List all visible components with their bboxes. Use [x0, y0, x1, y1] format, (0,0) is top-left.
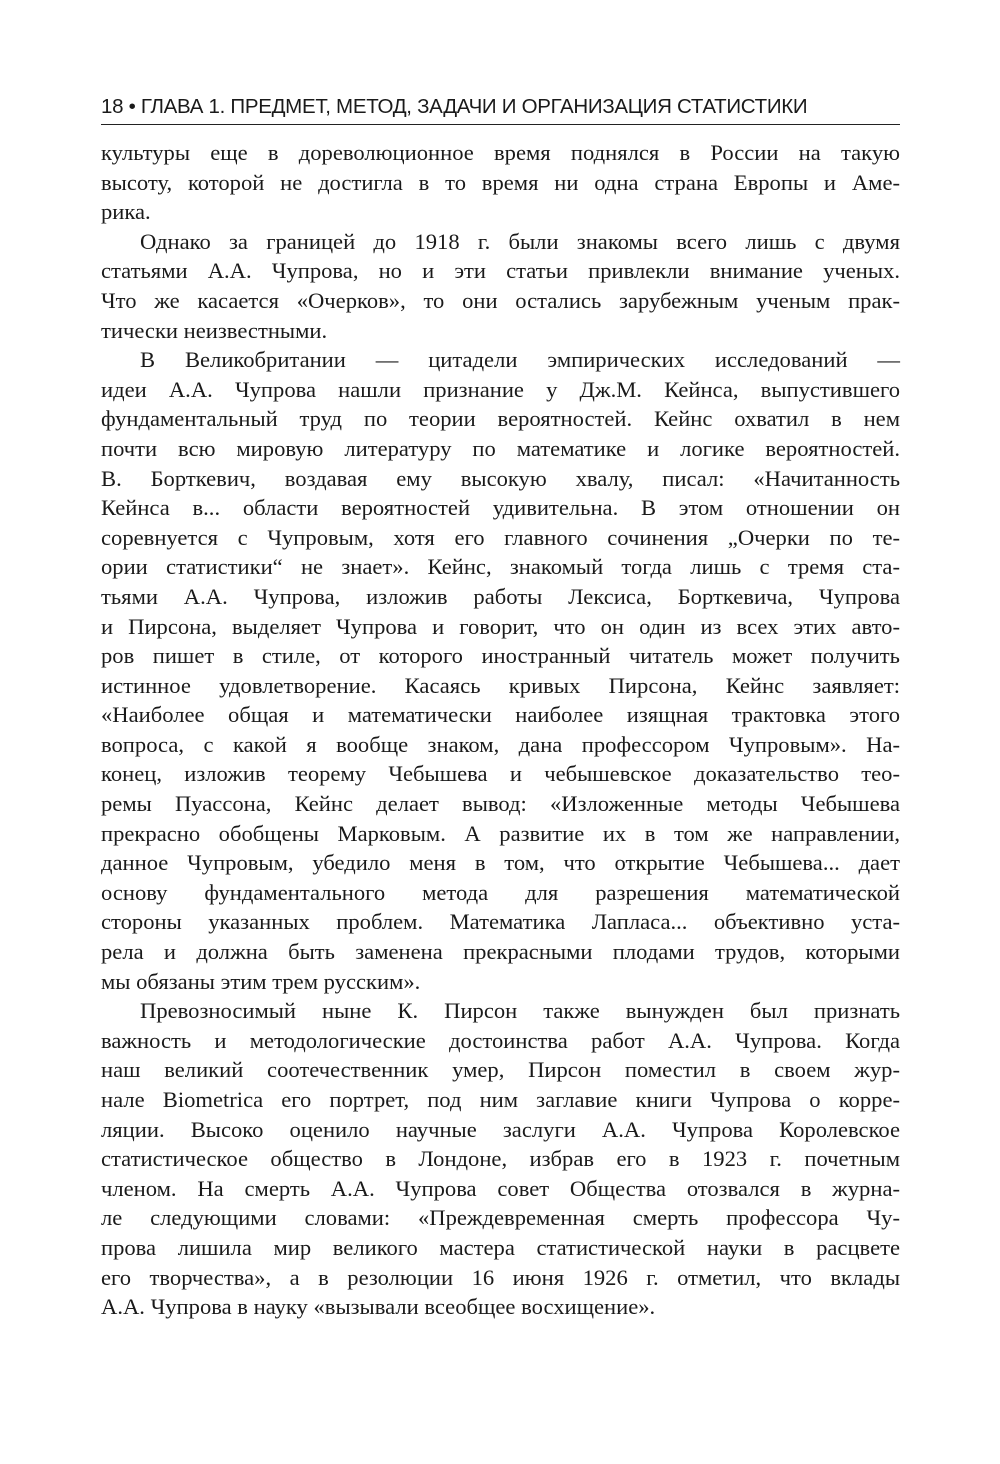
body-text	[101, 138, 900, 1322]
text-line: нале Biometrica его портрет, под ним заглавие книги Чупрова о корре-	[101, 1087, 900, 1112]
running-head: 18 • ГЛАВА 1. ПРЕДМЕТ, МЕТОД, ЗАДАЧИ И ОРГАНИЗАЦИЯ СТАТИСТИКИ	[101, 95, 808, 118]
text-line: прекрасно обобщены Марковым. А развитие их в том же направлении,	[101, 820, 900, 846]
text-line: ле следующими словами: «Преждевременная смерть профессора Чу-	[101, 1205, 900, 1231]
text-line: вопроса, с какой я вообще знаком, дана профессором Чупровым». На-	[101, 731, 900, 757]
text-line: мы обязаны этим трем русским».	[101, 968, 421, 994]
text-line: данное Чупровым, убедило меня в том, что открытие Чебышева... дает	[101, 850, 900, 876]
header-rule	[101, 124, 900, 125]
text-line: Что же касается «Очерков», то они остались зарубежным ученым прак-	[101, 287, 900, 313]
text-line: А.А. Чупрова в науку «вызывали всеобщее восхищение».	[101, 1294, 656, 1320]
text-line: почти всю мировую литературу по математике и логике вероятностей.	[101, 435, 900, 461]
text-line: В. Борткевич, воздавая ему высокую хвалу, писал: «Начитанность	[101, 465, 900, 491]
text-line: прова лишила мир великого мастера статистической науки в расцвете	[101, 1234, 900, 1260]
text-line: тьями А.А. Чупрова, изложив работы Лексиса, Борткевича, Чупрова	[101, 583, 900, 609]
text-line: В Великобритании — цитадели эмпирических исследований —	[140, 347, 900, 373]
text-line: рела и должна быть заменена прекрасными плодами трудов, которыми	[101, 939, 900, 965]
text-line: ров пишет в стиле, от которого иностранный читатель может получить	[101, 643, 900, 669]
text-line: идеи А.А. Чупрова нашли признание у Дж.М. Кейнса, выпустившего	[101, 376, 900, 402]
text-line: стороны указанных проблем. Математика Лапласа... объективно уста-	[101, 909, 900, 935]
text-line: истинное удовлетворение. Касаясь кривых Пирсона, Кейнс заявляет:	[101, 672, 900, 698]
book-page	[101, 94, 900, 1322]
text-line: культуры еще в дореволюционное время поднялся в России на такую	[101, 140, 900, 165]
text-line: ремы Пуассона, Кейнс делает вывод: «Изложенные методы Чебышева	[101, 791, 900, 817]
text-line: тически неизвестными.	[101, 317, 328, 343]
text-line: Кейнса в... области вероятностей удивительна. В этом отношении он	[101, 495, 900, 521]
text-line: «Наиболее общая и математически наиболее изящная трактовка этого	[101, 702, 900, 728]
text-line: рика.	[101, 199, 151, 225]
text-line: ляции. Высоко оценило научные заслуги А.А. Чупрова Королевское	[101, 1116, 900, 1142]
text-line: основу фундаментального метода для разрешения математической	[101, 879, 900, 905]
text-line: статистическое общество в Лондоне, избрав его в 1923 г. почетным	[101, 1146, 900, 1172]
text-line: конец, изложив теорему Чебышева и чебышевское доказательство тео-	[101, 761, 900, 787]
text-line: ории статистики“ не знает». Кейнс, знакомый тогда лишь с тремя ста-	[101, 554, 900, 580]
text-line: и Пирсона, выделяет Чупрова и говорит, что он один из всех этих авто-	[101, 613, 900, 639]
text-line: Превозносимый ныне К. Пирсон также вынужден был признать	[140, 998, 900, 1024]
text-line: соревнуется с Чупровым, хотя его главного сочинения „Очерки по те-	[101, 524, 900, 550]
text-line: высоту, которой не достигла в то время ни одна страна Европы и Аме-	[101, 169, 900, 195]
text-line: Однако за границей до 1918 г. были знакомы всего лишь с двумя	[140, 228, 900, 254]
text-line: важность и методологические достоинства работ А.А. Чупрова. Когда	[101, 1027, 900, 1053]
text-line: его творчества», а в резолюции 16 июня 1926 г. отметил, что вклады	[101, 1264, 900, 1290]
text-line: статьями А.А. Чупрова, но и эти статьи привлекли внимание ученых.	[101, 258, 900, 284]
text-line: наш великий соотечественник умер, Пирсон поместил в своем жур-	[101, 1057, 900, 1083]
text-line: фундаментальный труд по теории вероятностей. Кейнс охватил в нем	[101, 406, 900, 432]
text-line: членом. На смерть А.А. Чупрова совет Общества отозвался в журна-	[101, 1175, 900, 1201]
